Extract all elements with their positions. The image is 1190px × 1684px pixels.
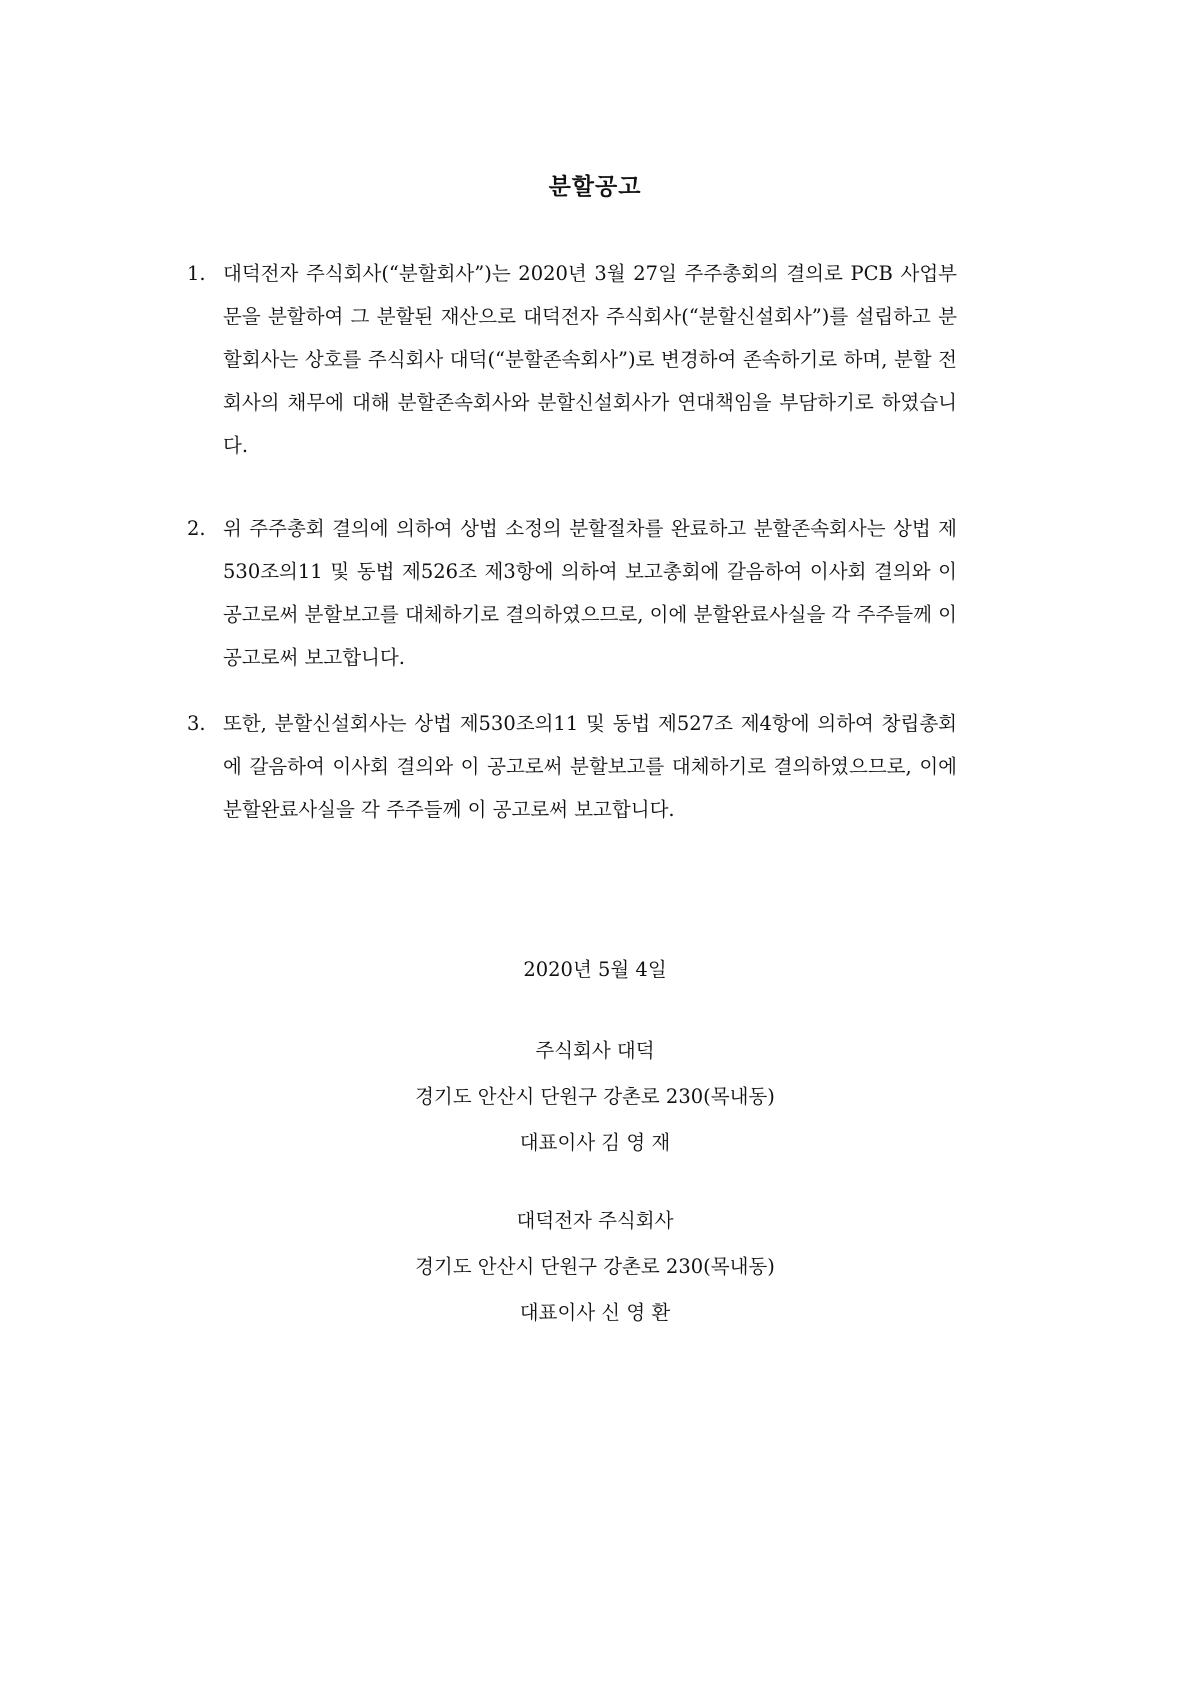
item-number: 2. <box>187 517 206 540</box>
item-text: 또한, 분할신설회사는 상법 제530조의11 및 동법 제527조 제4항에 의하여 창립총회에 갈음하여 이사회 결의와 이 공고로써 분할보고를 대체하기로 결의하였으므로, 이에 분할완료사실을 각 주주들께 이 공고로써 보고합니다. <box>223 712 957 821</box>
signatory-block-1 <box>0 1028 1190 1166</box>
signatory-representative: 대표이사 신 영 환 <box>519 1301 671 1324</box>
signatory-block-2 <box>0 1198 1190 1336</box>
notice-item-1 <box>187 252 957 467</box>
notice-item-2 <box>187 507 957 679</box>
signatory-address: 경기도 안산시 단원구 강촌로 230(목내동) <box>415 1255 775 1278</box>
item-number: 3. <box>187 712 206 735</box>
signatory-company: 대덕전자 주식회사 <box>516 1209 674 1232</box>
notice-items <box>187 252 957 831</box>
signatory-address: 경기도 안산시 단원구 강촌로 230(목내동) <box>415 1085 775 1108</box>
notice-date: 2020년 5월 4일 <box>523 958 667 981</box>
item-text: 대덕전자 주식회사(“분할회사”)는 2020년 3월 27일 주주총회의 결의로 PCB 사업부문을 분할하여 그 분할된 재산으로 대덕전자 주식회사(“분할신설회사”)를 설립하고 분할회사는 상호를 주식회사 대덕(“분할존속회사”)로 변경하여 존속하기로 하며, 분할 전 회사의 채무에 대해 분할존속회사와 분할신설회사가 연대책임을 부담하기로 하였습니다. <box>223 262 957 457</box>
item-number: 1. <box>187 262 206 285</box>
signatory-company: 주식회사 대덕 <box>535 1039 655 1062</box>
item-text: 위 주주총회 결의에 의하여 상법 소정의 분할절차를 완료하고 분할존속회사는 상법 제530조의11 및 동법 제526조 제3항에 의하여 보고총회에 갈음하여 이사회 결의와 이 공고로써 분할보고를 대체하기로 결의하였으므로, 이에 분할완료사실을 각 주주들께 이 공고로써 보고합니다. <box>223 517 957 669</box>
notice-item-3 <box>187 702 957 831</box>
signatory-representative: 대표이사 김 영 재 <box>519 1131 671 1154</box>
document-title: 분할공고 <box>548 173 642 200</box>
